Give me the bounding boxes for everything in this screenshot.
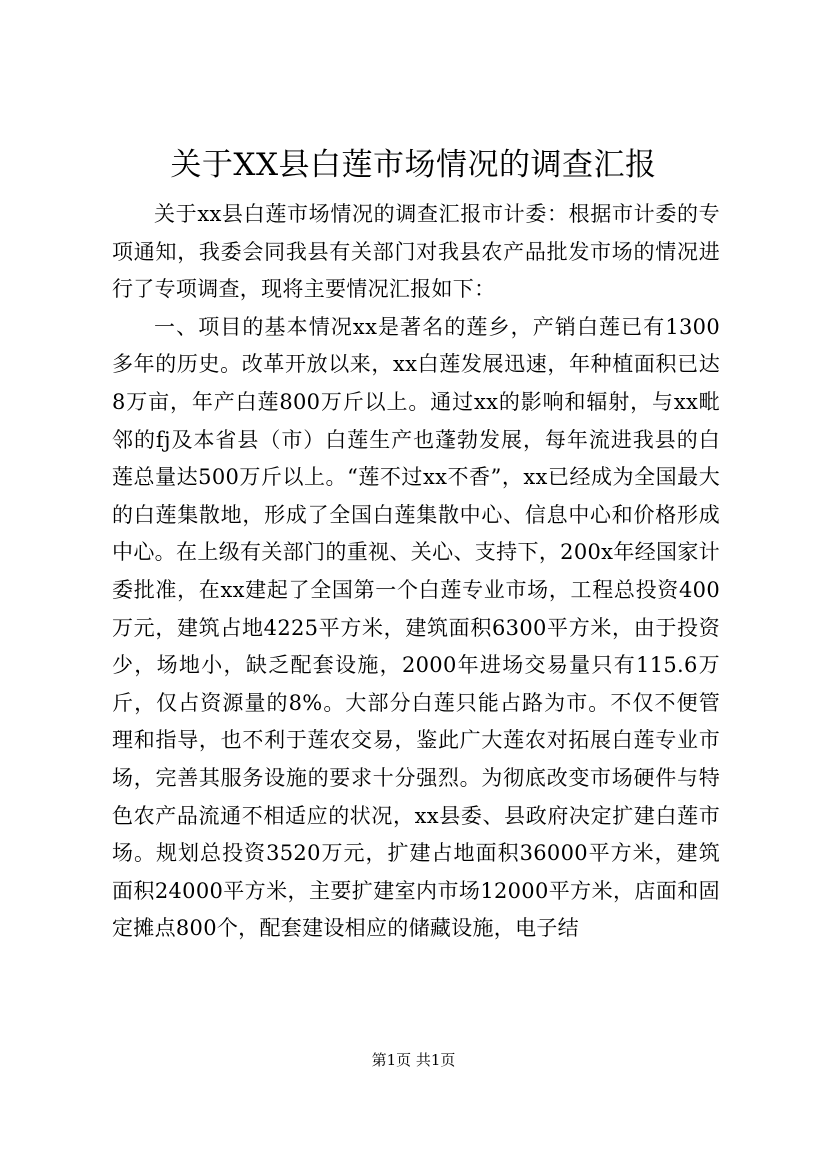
document-body xyxy=(112,196,720,948)
document-title: 关于XX县白莲市场情况的调查汇报 xyxy=(170,147,657,183)
paragraph-basic-situation: 一、项目的基本情况xx是著名的莲乡，产销白莲已有1300多年的历史。改革开放以来，xx白莲发展迅速，年种植面积已达8万亩，年产白莲800万斤以上。通过xx的影响和辐射，与xx毗邻的fj及本省县（市）白莲生产也蓬勃发展，每年流进我县的白莲总量达500万斤以上。“莲不过xx不香”，xx已经成为全国最大的白莲集散地，形成了全国白莲集散中心、信息中心和价格形成中心。在上级有关部门的重视、关心、支持下，200x年经国家计委批准，在xx建起了全国第一个白莲专业市场，工程总投资400万元，建筑占地4225平方米，建筑面积6300平方米，由于投资少，场地小，缺乏配套设施，2000年进场交易量只有115.6万斤，仅占资源量的8%。大部分白莲只能占路为市。不仅不便管理和指导，也不利于莲农交易，鉴此广大莲农对拓展白莲专业市场，完善其服务设施的要求十分强烈。为彻底改变市场硬件与特色农产品流通不相适应的状况，xx县委、县政府决定扩建白莲市场。规划总投资3520万元，扩建占地面积36000平方米，建筑面积24000平方米，主要扩建室内市场12000平方米，店面和固定摊点800个，配套建设相应的储藏设施，电子结 xyxy=(112,314,720,941)
page-footer: 第1页 共1页 xyxy=(371,1051,456,1069)
paragraph-intro: 关于xx县白莲市场情况的调查汇报市计委：根据市计委的专项通知，我委会同我县有关部门对我县农产品批发市场的情况进行了专项调查，现将主要情况汇报如下： xyxy=(112,202,720,302)
